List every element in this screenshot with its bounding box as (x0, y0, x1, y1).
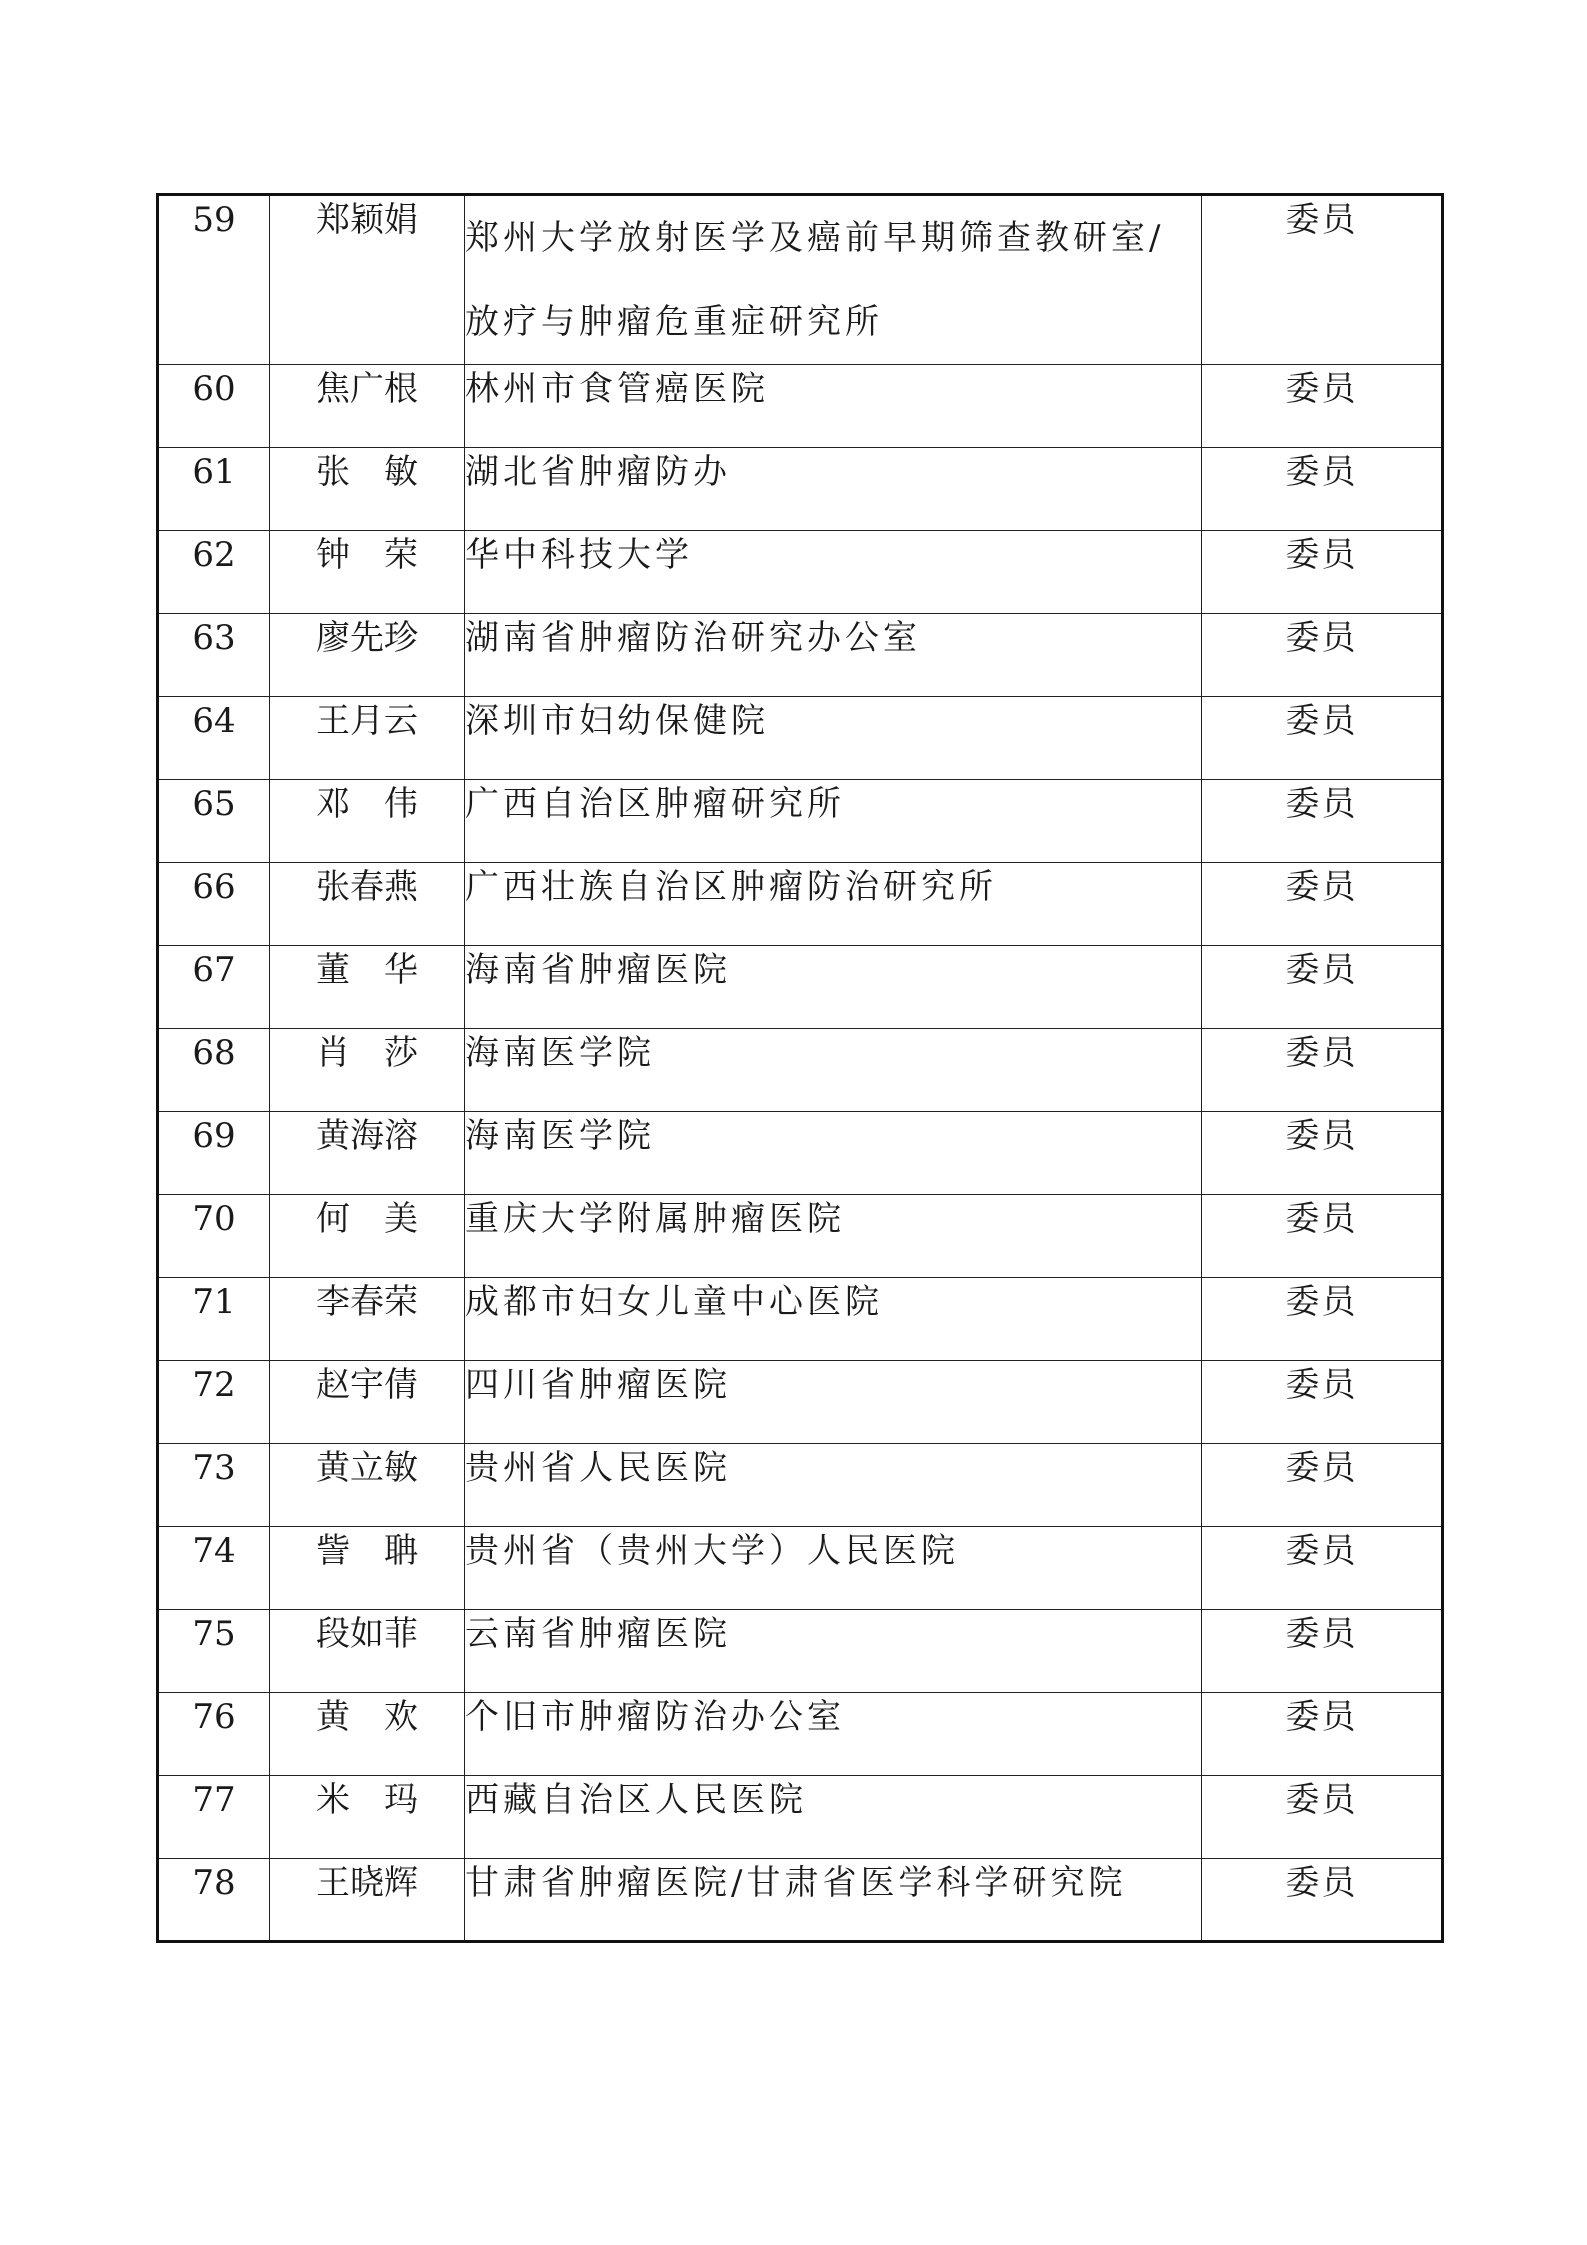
member-role: 委员 (1202, 614, 1443, 697)
table-row (158, 1444, 1443, 1527)
member-role: 委员 (1202, 1112, 1443, 1195)
member-organization: 林州市食管癌医院 (465, 365, 1202, 448)
member-role: 委员 (1202, 946, 1443, 1029)
member-role: 委员 (1202, 1444, 1443, 1527)
table-row (158, 1029, 1443, 1112)
member-organization: 海南医学院 (465, 1029, 1202, 1112)
member-name: 廖先珍 (270, 614, 465, 697)
table-row (158, 697, 1443, 780)
member-organization: 云南省肿瘤医院 (465, 1610, 1202, 1693)
member-organization: 贵州省（贵州大学）人民医院 (465, 1527, 1202, 1610)
member-organization: 贵州省人民医院 (465, 1444, 1202, 1527)
row-number: 78 (158, 1859, 270, 1942)
row-number: 59 (158, 195, 270, 365)
member-organization: 甘肃省肿瘤医院/甘肃省医学科学研究院 (465, 1859, 1202, 1942)
member-name: 赵宇倩 (270, 1361, 465, 1444)
table-row (158, 1112, 1443, 1195)
row-number: 73 (158, 1444, 270, 1527)
member-role: 委员 (1202, 365, 1443, 448)
member-name: 段如菲 (270, 1610, 465, 1693)
member-name: 米 玛 (270, 1776, 465, 1859)
member-role: 委员 (1202, 1527, 1443, 1610)
row-number: 68 (158, 1029, 270, 1112)
member-role: 委员 (1202, 1693, 1443, 1776)
member-organization: 海南省肿瘤医院 (465, 946, 1202, 1029)
member-name: 焦广根 (270, 365, 465, 448)
member-organization: 海南医学院 (465, 1112, 1202, 1195)
member-name: 钟 荣 (270, 531, 465, 614)
member-role: 委员 (1202, 863, 1443, 946)
table-row (158, 946, 1443, 1029)
table-row (158, 448, 1443, 531)
member-name: 邓 伟 (270, 780, 465, 863)
table-row (158, 1693, 1443, 1776)
table-row (158, 1278, 1443, 1361)
table-row (158, 531, 1443, 614)
member-name: 黄立敏 (270, 1444, 465, 1527)
table-row (158, 1361, 1443, 1444)
row-number: 76 (158, 1693, 270, 1776)
row-number: 67 (158, 946, 270, 1029)
row-number: 70 (158, 1195, 270, 1278)
table-row (158, 1859, 1443, 1942)
member-role: 委员 (1202, 1029, 1443, 1112)
row-number: 72 (158, 1361, 270, 1444)
row-number: 71 (158, 1278, 270, 1361)
member-role: 委员 (1202, 1859, 1443, 1942)
committee-member-table (156, 193, 1444, 1943)
member-organization: 成都市妇女儿童中心医院 (465, 1278, 1202, 1361)
member-organization: 郑州大学放射医学及癌前早期筛查教研室/放疗与肿瘤危重症研究所 (465, 195, 1202, 365)
row-number: 61 (158, 448, 270, 531)
row-number: 62 (158, 531, 270, 614)
member-role: 委员 (1202, 1278, 1443, 1361)
member-name: 黄海溶 (270, 1112, 465, 1195)
member-name: 王晓辉 (270, 1859, 465, 1942)
row-number: 75 (158, 1610, 270, 1693)
row-number: 66 (158, 863, 270, 946)
member-organization: 湖南省肿瘤防治研究办公室 (465, 614, 1202, 697)
member-organization: 广西自治区肿瘤研究所 (465, 780, 1202, 863)
member-organization: 重庆大学附属肿瘤医院 (465, 1195, 1202, 1278)
member-name: 何 美 (270, 1195, 465, 1278)
table-row (158, 780, 1443, 863)
member-organization: 广西壮族自治区肿瘤防治研究所 (465, 863, 1202, 946)
table-row (158, 195, 1443, 365)
member-name: 李春荣 (270, 1278, 465, 1361)
table-row (158, 1776, 1443, 1859)
row-number: 65 (158, 780, 270, 863)
member-role: 委员 (1202, 1195, 1443, 1278)
member-name: 董 华 (270, 946, 465, 1029)
table-row (158, 1527, 1443, 1610)
member-role: 委员 (1202, 195, 1443, 365)
table-row (158, 614, 1443, 697)
table-row (158, 863, 1443, 946)
member-role: 委员 (1202, 531, 1443, 614)
member-organization: 湖北省肿瘤防办 (465, 448, 1202, 531)
member-name: 郑颖娟 (270, 195, 465, 365)
row-number: 64 (158, 697, 270, 780)
member-role: 委员 (1202, 1610, 1443, 1693)
row-number: 74 (158, 1527, 270, 1610)
row-number: 69 (158, 1112, 270, 1195)
member-role: 委员 (1202, 1776, 1443, 1859)
member-name: 黄 欢 (270, 1693, 465, 1776)
member-name: 张春燕 (270, 863, 465, 946)
table-row (158, 365, 1443, 448)
table-row (158, 1610, 1443, 1693)
row-number: 77 (158, 1776, 270, 1859)
member-name: 张 敏 (270, 448, 465, 531)
row-number: 60 (158, 365, 270, 448)
table-row (158, 1195, 1443, 1278)
member-organization: 西藏自治区人民医院 (465, 1776, 1202, 1859)
member-organization: 四川省肿瘤医院 (465, 1361, 1202, 1444)
member-role: 委员 (1202, 697, 1443, 780)
member-role: 委员 (1202, 780, 1443, 863)
member-name: 王月云 (270, 697, 465, 780)
member-name: 肖 莎 (270, 1029, 465, 1112)
member-organization: 华中科技大学 (465, 531, 1202, 614)
member-organization: 个旧市肿瘤防治办公室 (465, 1693, 1202, 1776)
row-number: 63 (158, 614, 270, 697)
member-role: 委员 (1202, 448, 1443, 531)
member-name: 訾 聃 (270, 1527, 465, 1610)
member-role: 委员 (1202, 1361, 1443, 1444)
member-organization: 深圳市妇幼保健院 (465, 697, 1202, 780)
